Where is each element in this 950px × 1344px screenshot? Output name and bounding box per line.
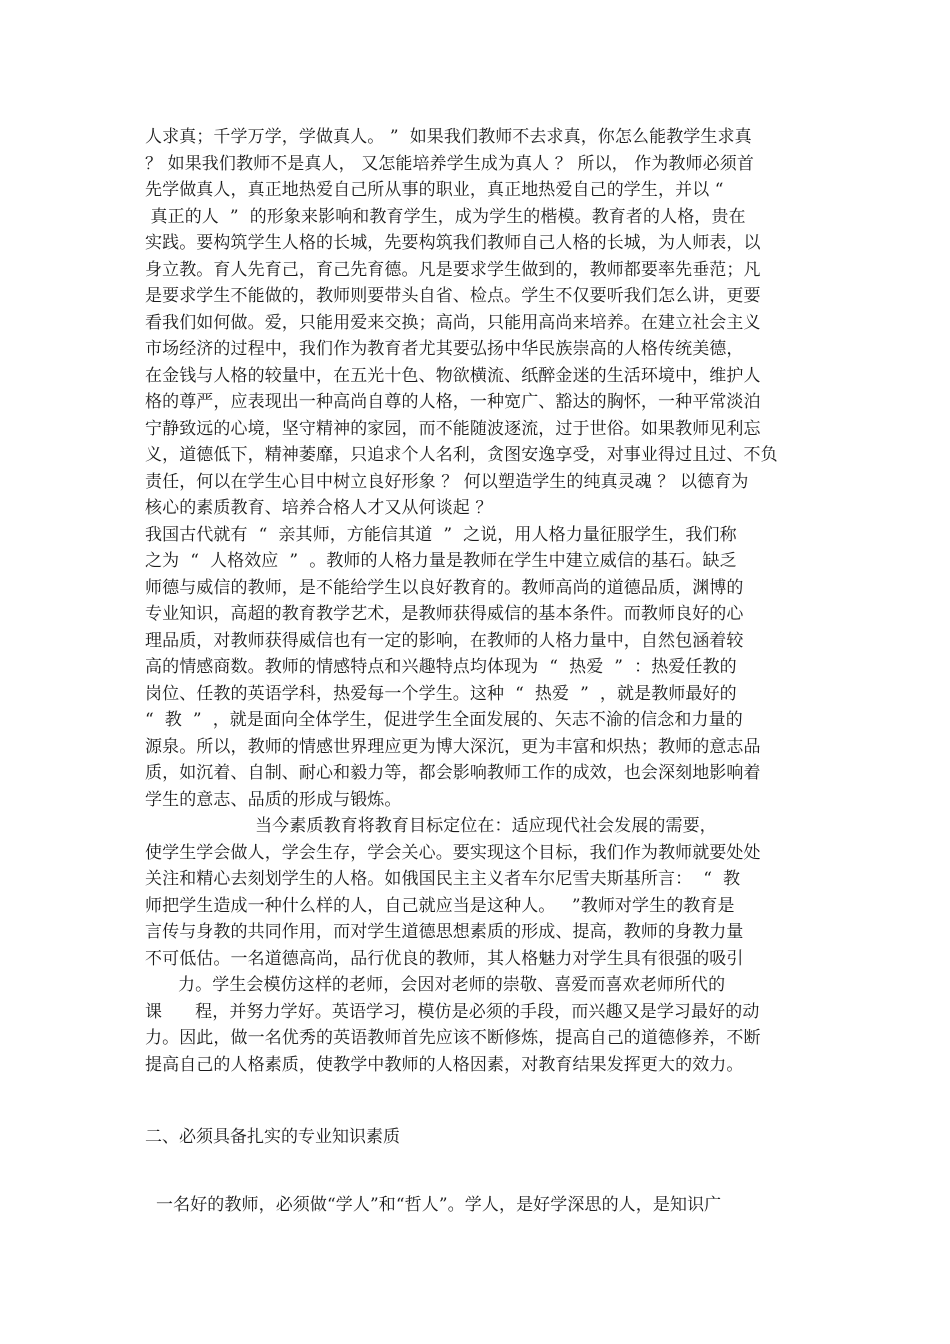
text-line: 师德与威信的教师，是不能给学生以良好教育的。教师高尚的道德品质，渊博的 — [145, 577, 744, 598]
text-line: 看我们如何做。爱，只能用爱来交换；高尚，只能用高尚来培养。在建立社会主义 — [145, 312, 761, 333]
text-line: 在金钱与人格的较量中，在五光十色、物欲横流、纸醉金迷的生活环境中，维护人 — [145, 365, 761, 386]
text-line: 是要求学生不能做的，教师则要带头自省、检点。学生不仅要听我们怎么讲，更要 — [145, 286, 761, 306]
text-line: 身立教。育人先育己，育己先育德。凡是要求学生做到的，教师都要率先垂范；凡 — [145, 259, 761, 280]
text-line: 高的情感商数。教师的情感特点和兴趣特点均体现为 “ 热爱 ” ：热爱任教的 — [145, 657, 737, 677]
body-text — [145, 124, 810, 1078]
text-line: 质，如沉着、自制、耐心和毅力等，都会影响教师工作的成效，也会深刻地影响着 — [145, 763, 761, 783]
text-line: 实践。要构筑学生人格的长城，先要构筑我们教师自己人格的长城，为人师表，以 — [145, 233, 761, 253]
text-line: 格的尊严，应表现出一种高尚自尊的人格，一种宽广、豁达的胸怀，一种平常淡泊 — [145, 392, 761, 412]
text-line: 关注和精心去刻划学生的人格。如俄国民主主义者车尔尼雪夫斯基所言： “ 教 — [145, 869, 741, 889]
text-line: 学生的意志、品质的形成与锻炼。 — [145, 789, 402, 810]
text-line: 不可低估。一名道德高尚，品行优良的教师，其人格魅力对学生具有很强的吸引 — [145, 948, 744, 969]
text-line: 当今素质教育将教育目标定位在：适应现代社会发展的需要， — [145, 816, 717, 836]
text-line: 一名好的教师，必须做“学人”和“哲人”。学人，是好学深思的人，是知识广 — [145, 1195, 722, 1215]
text-line: 之为 “ 人格效应 ” 。教师的人格力量是教师在学生中建立威信的基石。缺乏 — [145, 551, 737, 571]
text-line: 言传与身教的共同作用，而对学生道德思想素质的形成、提高，教师的身教力量 — [145, 922, 744, 942]
text-line: 力。因此，做一名优秀的英语教师首先应该不断修炼，提高自己的道德修养，不断 — [145, 1028, 761, 1048]
text-line: 义，道德低下，精神萎靡，只追求个人名利，贪图安逸享受，对事业得过且过、不负 — [145, 445, 778, 465]
text-line: 理品质，对教师获得威信也有一定的影响，在教师的人格力量中，自然包涵着较 — [145, 630, 744, 651]
text-line: 责任，何以在学生心目中树立良好形象 ？ 何以塑造学生的纯真灵魂 ？ 以德育为 — [145, 471, 749, 492]
text-line: 岗位、任教的英语学科，热爱每一个学生。这种 “ 热爱 ” ，就是教师最好的 — [145, 683, 737, 704]
text-line: 师把学生造成一种什么样的人，自己就应当是这种人。 ”教师对学生的教育是 — [145, 895, 735, 916]
text-line: 先学做真人，真正地热爱自己所从事的职业，真正地热爱自己的学生，并以 “ — [145, 180, 724, 200]
text-line: 宁静致远的心境，坚守精神的家园，而不能随波逐流，过于世俗。如果教师见利忘 — [145, 418, 761, 439]
section-heading: 二、必须具备扎实的专业知识素质 — [145, 1127, 400, 1147]
text-line: 源泉。所以，教师的情感世界理应更为博大深沉，更为丰富和炽热；教师的意志品 — [145, 736, 761, 757]
text-line: 专业知识，高超的教育教学艺术，是教师获得威信的基本条件。而教师良好的心 — [145, 604, 744, 624]
text-line: 我国古代就有 “ 亲其师，方能信其道 ” 之说，用人格力量征服学生，我们称 — [145, 524, 737, 545]
text-line: 力。学生会模仿这样的老师，会因对老师的崇敬、喜爱而喜欢老师所代的 — [145, 975, 726, 995]
text-line: ？ 如果我们教师不是真人， 又怎能培养学生成为真人 ？ 所以， 作为教师必须首 — [145, 153, 754, 174]
body-text-continued — [145, 1192, 810, 1219]
text-line: 人求真；千学万学，学做真人。 ” 如果我们教师不去求真，你怎么能教学生求真 — [145, 127, 752, 147]
text-line: 提高自己的人格素质，使教学中教师的人格因素，对教育结果发挥更大的效力。 — [145, 1054, 744, 1075]
text-line: “ 教 ” ，就是面向全体学生，促进学生全面发展的、矢志不渝的信念和力量的 — [145, 710, 743, 730]
text-line: 市场经济的过程中，我们作为教育者尤其要弘扬中华民族崇高的人格传统美德， — [145, 339, 744, 359]
text-line: 真正的人 ” 的形象来影响和教育学生，成为学生的楷模。教育者的人格，贵在 — [145, 206, 746, 227]
text-line: 使学生学会做人，学会生存，学会关心。要实现这个目标，我们作为教师就要处处 — [145, 842, 761, 863]
text-line: 课 程，并努力学好。英语学习，模仿是必须的手段，而兴趣又是学习最好的动 — [145, 1001, 760, 1022]
text-line: 核心的素质教育、培养合格人才又从何谈起 ？ — [145, 498, 493, 518]
